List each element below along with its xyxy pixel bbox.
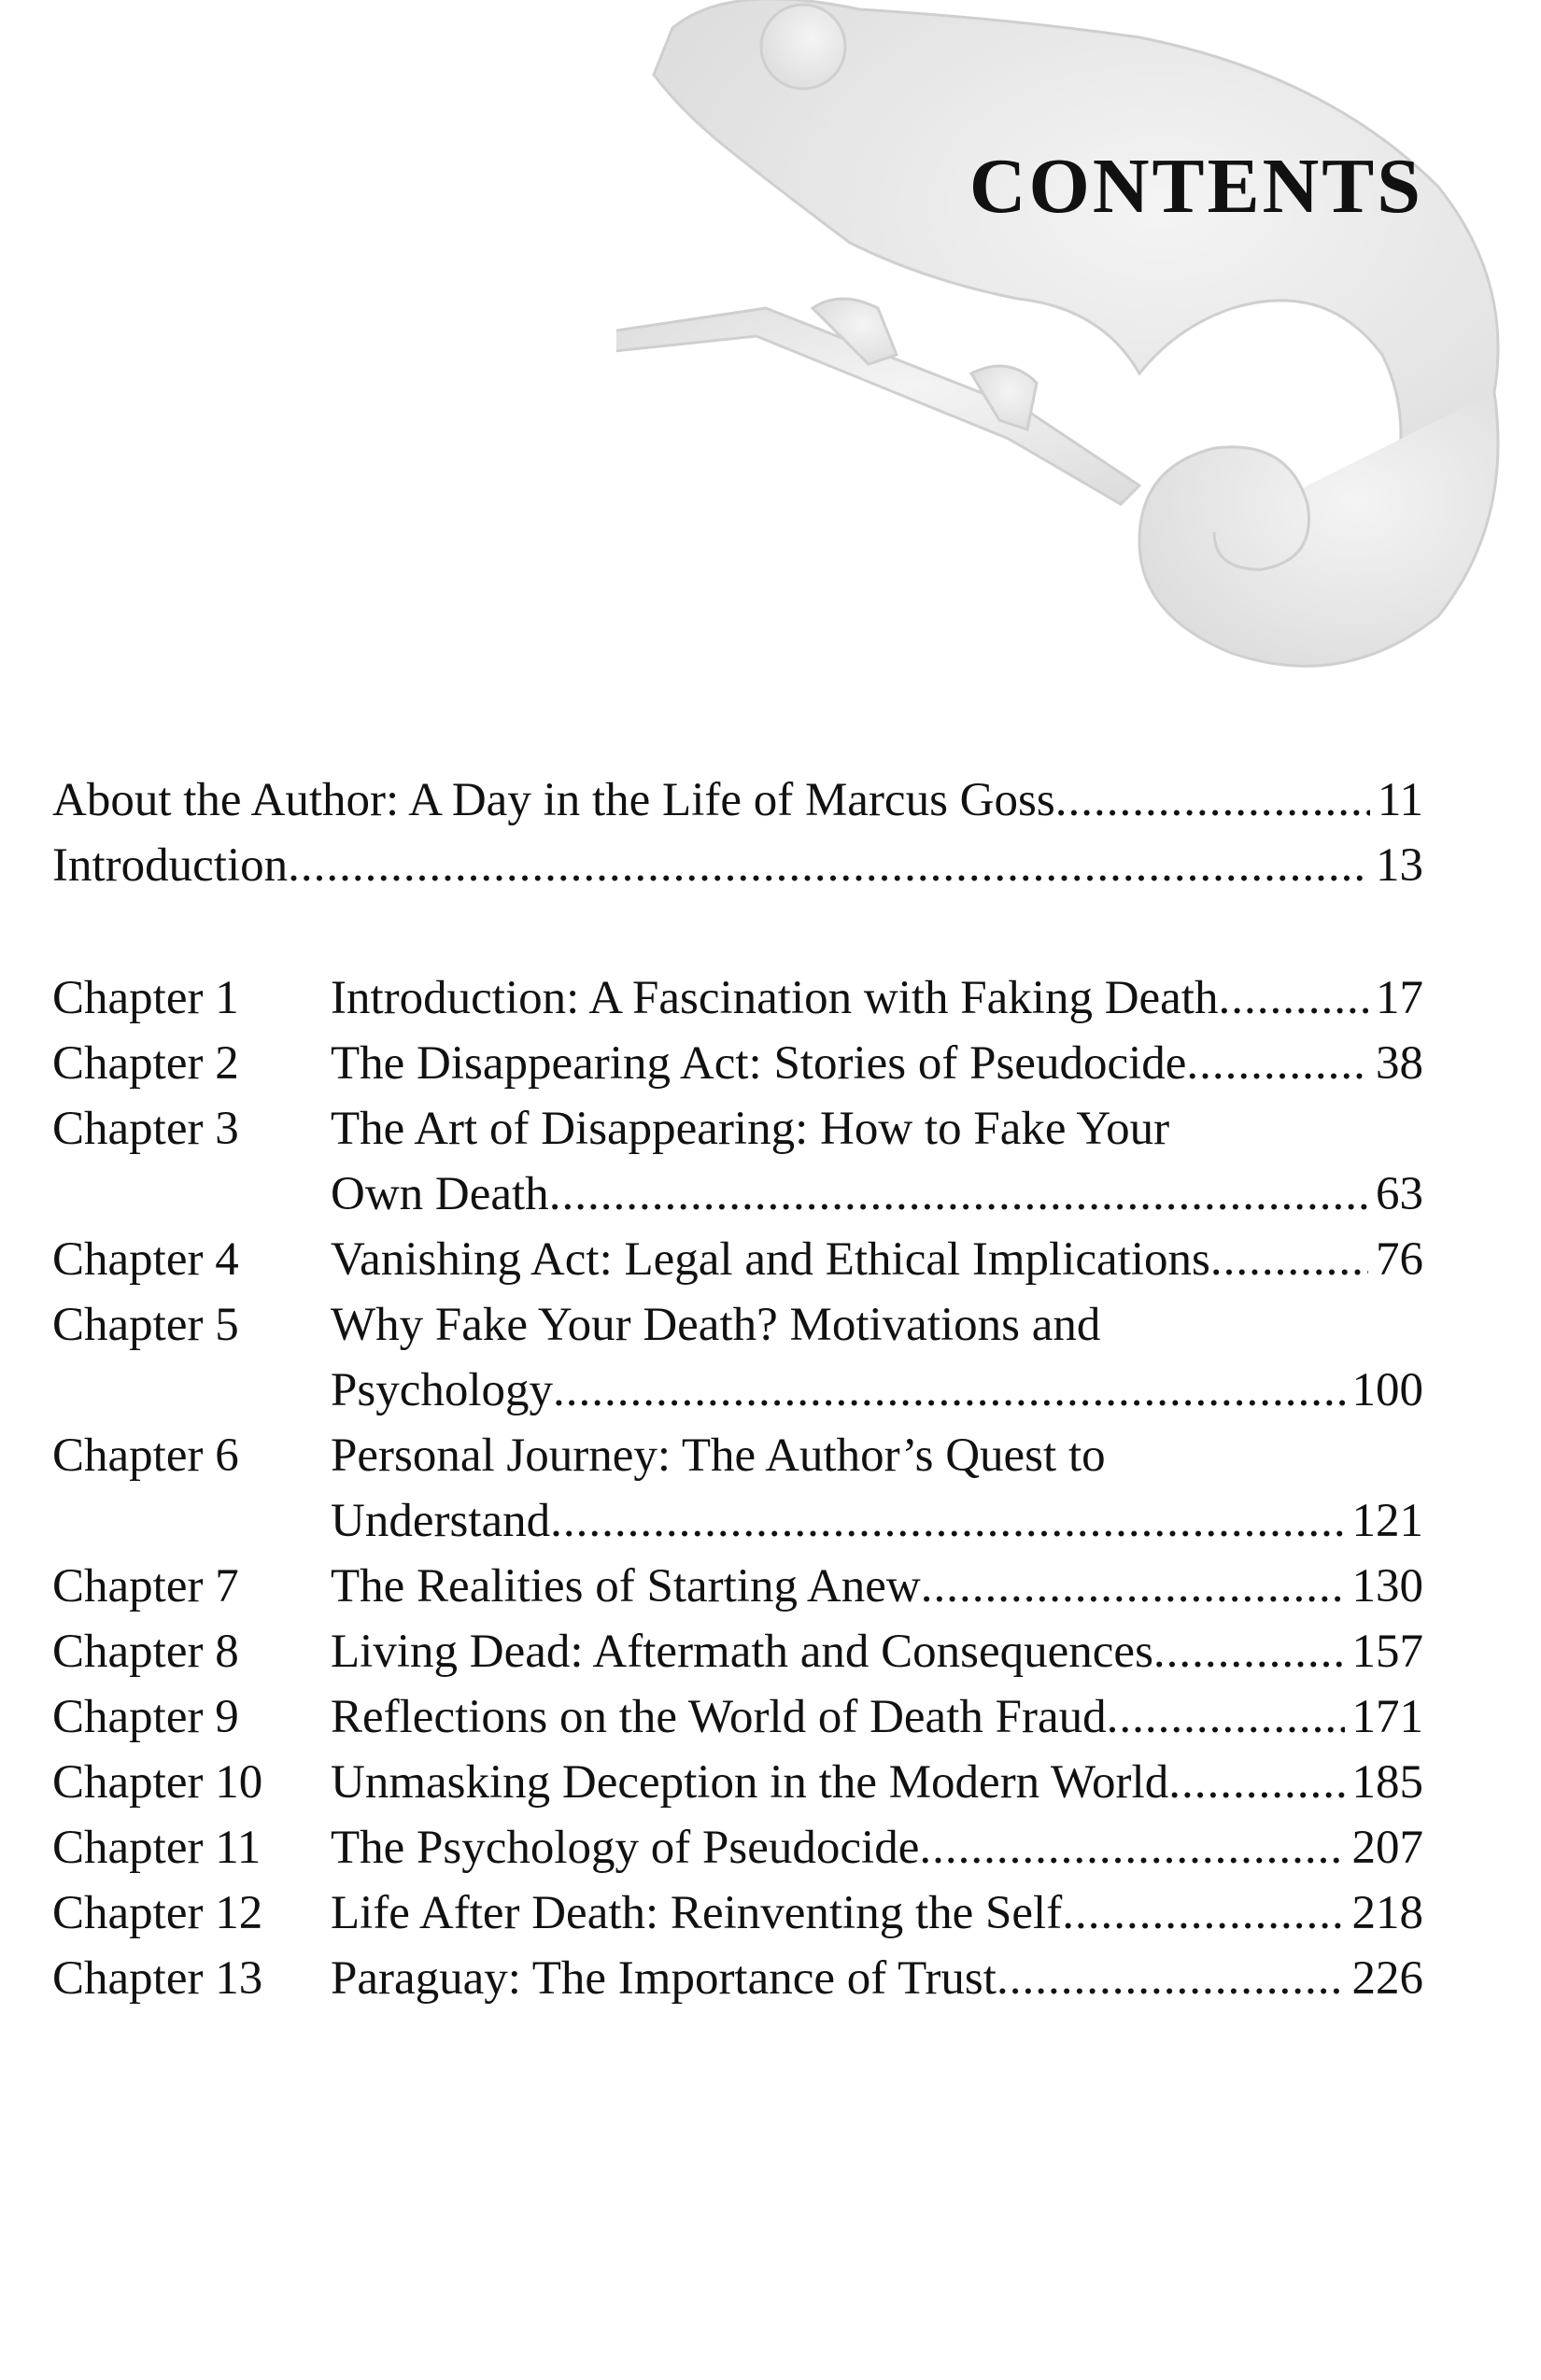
chapter-label: Chapter 11 [52,1822,262,1874]
toc-entry [52,1162,1423,1227]
chapter-title: Introduction: A Fascination with Faking Death [331,972,1219,1024]
dot-leader [1168,1750,1344,1815]
dot-leader [1186,1031,1368,1096]
chapter-label: Chapter 6 [52,1429,239,1482]
chapter-title: Understand [331,1495,551,1547]
toc-entry [52,1880,1423,1946]
page-number: 226 [1351,1952,1423,2005]
chapter-label: Chapter 2 [52,1037,239,1090]
chapter-label: Chapter 8 [52,1626,239,1678]
chapter-title: Vanishing Act: Legal and Ethical Implications [331,1233,1210,1286]
toc-entry [52,1292,1423,1358]
toc-entry [52,1423,1423,1488]
toc-entry [52,965,1423,1031]
chapter-title: Personal Journey: The Author’s Quest to [331,1429,1106,1482]
page-number: 13 [1376,839,1423,892]
chapter-title: The Disappearing Act: Stories of Pseudocide [331,1037,1187,1090]
chapter-label: Chapter 13 [52,1952,263,2005]
dot-leader [1153,1619,1345,1684]
toc-entry [52,1619,1423,1684]
chapter-title: The Psychology of Pseudocide [331,1822,920,1874]
label-spacer [52,1358,331,1423]
chapter-title: Living Dead: Aftermath and Consequences [331,1626,1153,1678]
dot-leader [921,1554,1345,1619]
page-title: CONTENTS [968,143,1423,230]
dot-leader [288,833,1368,898]
chapter-title: Why Fake Your Death? Motivations and [331,1299,1101,1351]
dot-leader [997,1946,1345,2011]
chapter-title: Own Death [331,1168,549,1220]
chapter-title: Paraguay: The Importance of Trust [331,1952,997,2005]
page-number: 121 [1351,1495,1423,1547]
label-spacer [52,1162,331,1227]
chapter-title: Unmasking Deception in the Modern World [331,1756,1169,1809]
chapter-title: Life After Death: Reinventing the Self [331,1887,1063,1939]
chapter-label: Chapter 10 [52,1756,263,1809]
page-number: 76 [1376,1233,1423,1286]
dot-leader [919,1815,1344,1880]
toc-entry [52,833,1423,898]
toc-entry [52,1488,1423,1554]
chapter-label: Chapter 7 [52,1560,239,1612]
label-spacer [52,1488,331,1554]
page-number: 100 [1351,1364,1423,1416]
chapter-title: The Art of Disappearing: How to Fake Your [331,1103,1170,1155]
toc-entry [52,1227,1423,1292]
chapter-title: Reflections on the World of Death Fraud [331,1691,1107,1743]
page-number: 38 [1376,1037,1423,1090]
chapter-title: Psychology [331,1364,554,1416]
chapter-label: Chapter 4 [52,1233,239,1286]
dot-leader [1055,768,1370,833]
page-number: 63 [1376,1168,1423,1220]
page-number: 130 [1351,1560,1423,1612]
page-number: 218 [1351,1887,1423,1939]
page-number: 207 [1351,1822,1423,1874]
toc-entry [52,1815,1423,1880]
dot-leader [553,1358,1344,1423]
page-number: 171 [1351,1691,1423,1743]
page-number: 157 [1351,1626,1423,1678]
page-number: 17 [1376,972,1423,1024]
dot-leader [1218,965,1368,1031]
entry-title: Introduction [52,839,289,892]
dot-leader [549,1162,1368,1227]
toc-entry [52,1684,1423,1750]
chapter-label: Chapter 3 [52,1103,239,1155]
dot-leader [1107,1684,1345,1750]
chapter-label: Chapter 9 [52,1691,239,1743]
toc-entry [52,1750,1423,1815]
table-of-contents [52,768,1423,2011]
chapter-label: Chapter 5 [52,1299,239,1351]
toc-entry [52,768,1423,833]
spacer [52,898,1423,965]
toc-entry [52,1358,1423,1423]
dot-leader [1062,1880,1344,1946]
page-number: 11 [1377,774,1423,826]
page-number: 185 [1351,1756,1423,1809]
toc-entry [52,1554,1423,1619]
toc-entry [52,1946,1423,2011]
chameleon-illustration [616,0,1541,710]
toc-entry [52,1096,1423,1162]
chapter-title: The Realities of Starting Anew [331,1560,921,1612]
entry-title: About the Author: A Day in the Life of Marcus Goss [52,774,1055,826]
chapter-label: Chapter 12 [52,1887,263,1939]
dot-leader [550,1488,1344,1554]
dot-leader [1210,1227,1368,1292]
toc-entry [52,1031,1423,1096]
chapter-label: Chapter 1 [52,972,239,1024]
